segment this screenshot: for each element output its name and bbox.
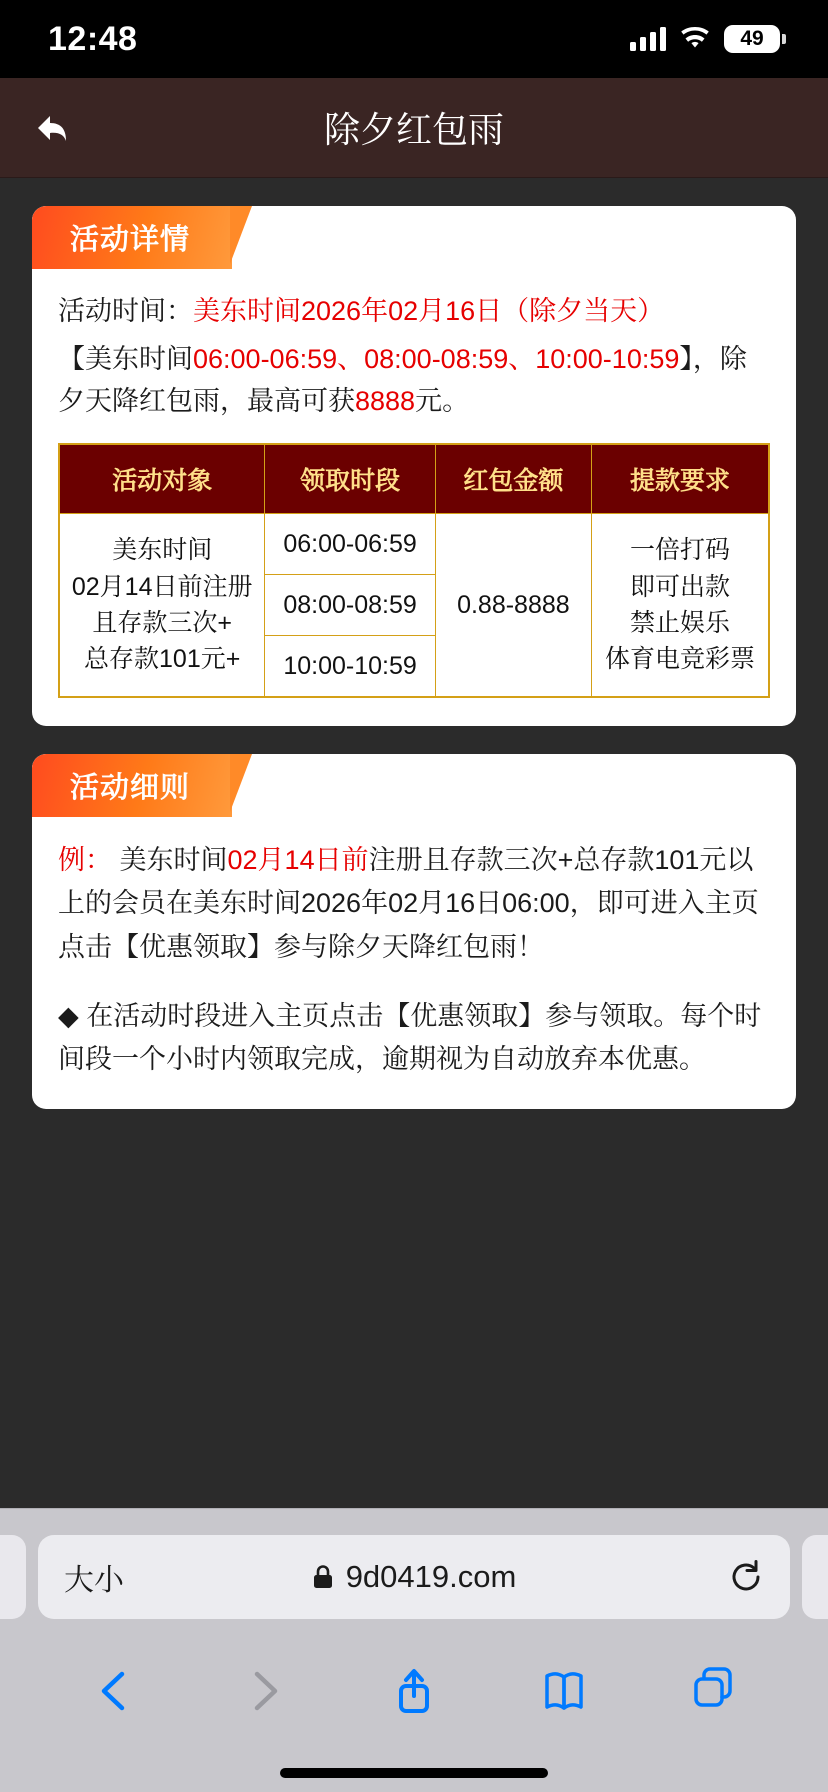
- rules-example: [58, 839, 770, 969]
- example-label: 例：: [58, 845, 112, 876]
- activity-detail-ribbon: 活动详情: [32, 206, 232, 269]
- rules-bullet: ◆ 在活动时段进入主页点击【优惠领取】参与领取。每个时间段一个小时内领取完成，逾期视为自动放弃本优惠。: [58, 1000, 762, 1075]
- next-tab-peek[interactable]: [802, 1535, 828, 1619]
- bookmarks-button[interactable]: [529, 1656, 599, 1726]
- back-arrow-icon: [30, 106, 74, 150]
- url-display: [38, 1559, 790, 1595]
- promo-table: [58, 443, 770, 699]
- status-bar: [0, 0, 828, 78]
- address-bar[interactable]: [38, 1535, 790, 1619]
- example-date: 02月14日前: [227, 845, 369, 876]
- withdraw-line-1: 一倍打码: [629, 536, 730, 565]
- target-line-4: 总存款101元+: [84, 645, 241, 674]
- activity-time-label: 活动时间：: [58, 296, 193, 326]
- chevron-left-icon: [92, 1666, 138, 1716]
- share-icon: [391, 1666, 437, 1716]
- browser-bottom-bar: [0, 1508, 828, 1792]
- reload-icon[interactable]: [728, 1559, 764, 1595]
- cellular-signal-icon: [630, 27, 666, 51]
- slots-middle: 】，除夕天降红包雨，最高可获: [58, 343, 747, 416]
- slots-times: 06:00-06:59、08:00-08:59、10:00-10:59: [193, 343, 680, 374]
- status-time: 12:48: [48, 19, 138, 58]
- page-header: [0, 78, 828, 178]
- share-button[interactable]: [379, 1656, 449, 1726]
- example-part-1: 美东时间: [112, 845, 228, 876]
- battery-level: 49: [740, 27, 764, 50]
- nav-back-button[interactable]: [80, 1656, 150, 1726]
- tabs-icon: [690, 1666, 736, 1716]
- activity-rules-card: [32, 754, 796, 1109]
- cell-target: [59, 513, 265, 697]
- home-indicator: [280, 1768, 548, 1778]
- withdraw-line-3: 禁止娱乐: [629, 608, 730, 637]
- activity-detail-body: [32, 269, 796, 726]
- activity-time-value: 美东时间2026年02月16日（除夕当天）: [193, 296, 665, 326]
- example-part-2: 注册且存款三次+总存款101元以上的会员在美东时间2026年02月16日06:00，即可进入主页点击【优惠领取】参与除夕天降红包雨！: [58, 845, 759, 962]
- page-content: [0, 178, 828, 1508]
- table-header-row: [59, 444, 769, 514]
- nav-forward-button[interactable]: [229, 1656, 299, 1726]
- address-row: [0, 1523, 828, 1631]
- cell-timeslot-2: 08:00-08:59: [265, 574, 435, 635]
- withdraw-line-4: 体育电竞彩票: [604, 645, 755, 674]
- col-amount: 红包金额: [435, 444, 591, 514]
- wifi-icon: [680, 27, 710, 51]
- battery-indicator: [724, 25, 780, 53]
- activity-rules-ribbon: 活动细则: [32, 754, 232, 817]
- activity-rules-body: [32, 817, 796, 1109]
- target-line-3: 且存款三次+: [92, 608, 232, 637]
- text-size-button[interactable]: 大小: [64, 1564, 124, 1597]
- activity-slots-line: [58, 339, 770, 423]
- col-timeslot: 领取时段: [265, 444, 435, 514]
- max-amount: 8888: [355, 385, 416, 416]
- slots-suffix: 元。: [415, 385, 470, 416]
- slots-prefix: 【美东时间: [58, 343, 193, 374]
- target-line-1: 美东时间: [112, 536, 213, 565]
- cell-timeslot-1: 06:00-06:59: [265, 513, 435, 574]
- table-row: [59, 513, 769, 574]
- withdraw-line-2: 即可出款: [629, 572, 730, 601]
- chevron-right-icon: [241, 1666, 287, 1716]
- url-text: 9d0419.com: [345, 1559, 517, 1594]
- tabs-button[interactable]: [678, 1656, 748, 1726]
- lock-icon: [312, 1564, 334, 1590]
- previous-tab-peek[interactable]: [0, 1535, 26, 1619]
- col-withdraw: 提款要求: [591, 444, 769, 514]
- back-button[interactable]: [0, 78, 90, 178]
- browser-toolbar: [0, 1631, 828, 1751]
- cell-withdraw: [591, 513, 769, 697]
- book-icon: [541, 1666, 587, 1716]
- cell-amount: 0.88-8888: [435, 513, 591, 697]
- activity-time-line: [58, 291, 770, 333]
- status-indicators: [630, 25, 780, 53]
- activity-detail-card: [32, 206, 796, 726]
- target-line-2: 02月14日前注册: [71, 572, 253, 601]
- page-title: 除夕红包雨: [323, 109, 504, 150]
- cell-timeslot-3: 10:00-10:59: [265, 636, 435, 698]
- col-target: 活动对象: [59, 444, 265, 514]
